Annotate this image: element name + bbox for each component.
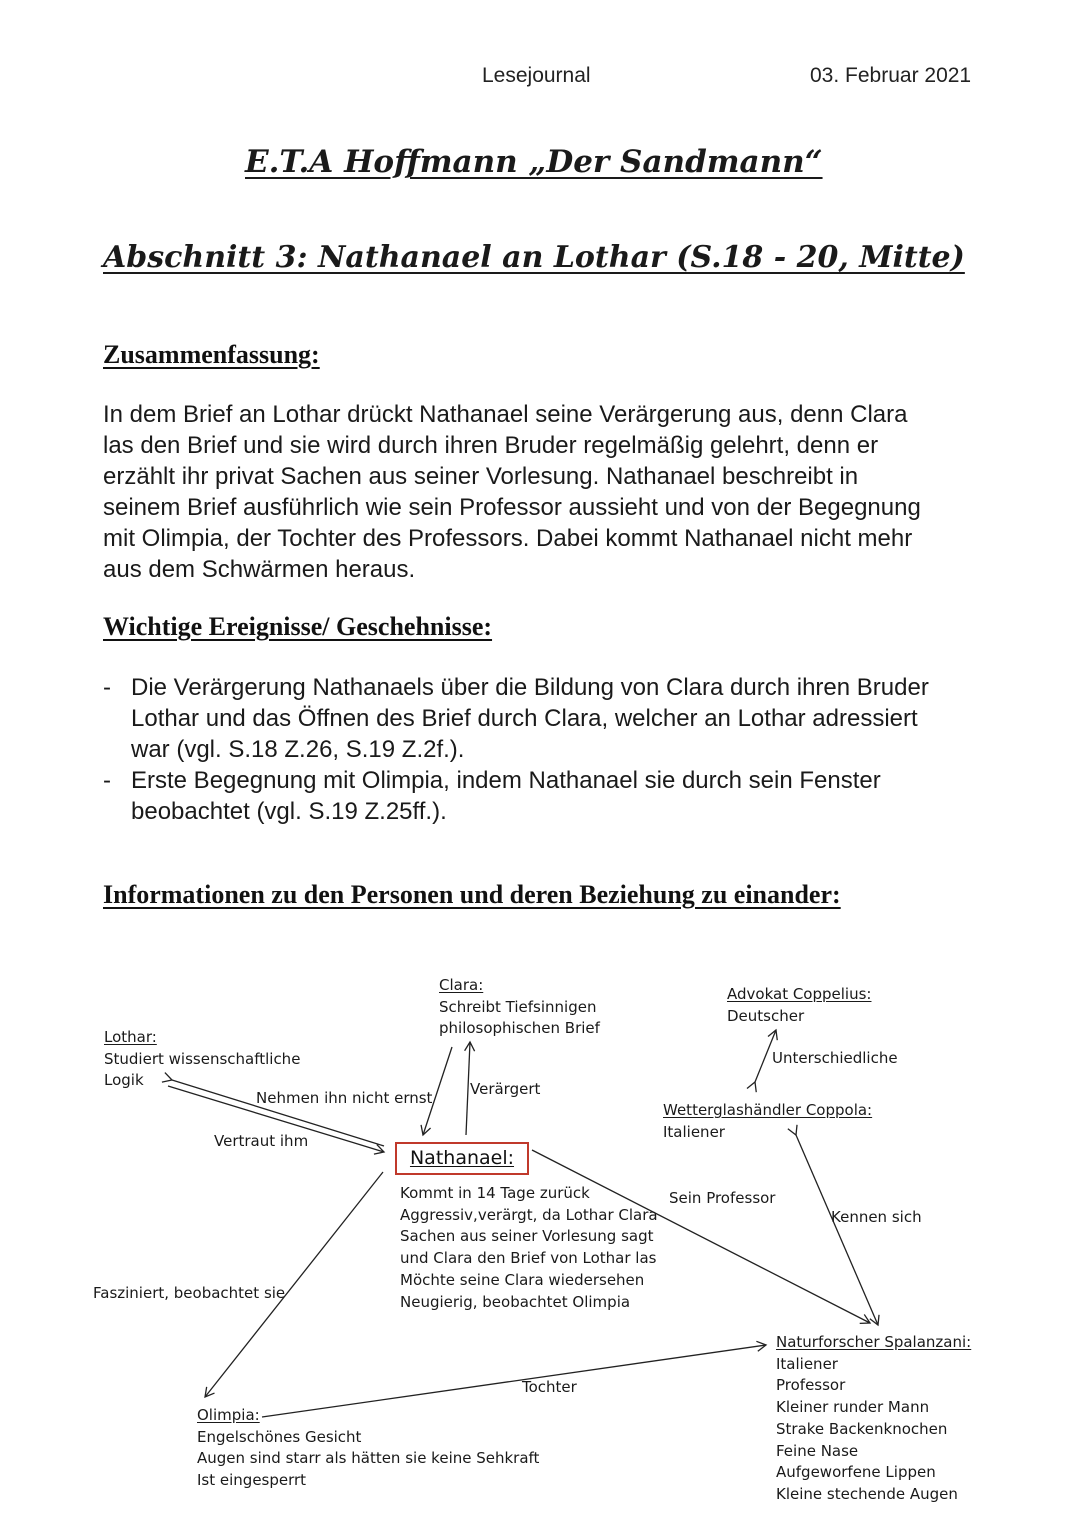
node-nathanael-box bbox=[395, 1142, 529, 1175]
header-subject: Lesejournal bbox=[482, 64, 591, 87]
list-item: - Erste Begegnung mit Olimpia, indem Nathanael sie durch sein Fenster beobachtet (vgl. S.19 Z.25ff.). bbox=[103, 765, 1023, 827]
node-coppelius: Advokat Coppelius: Deutscher bbox=[727, 985, 872, 1025]
node-name: Olimpia: bbox=[197, 1406, 260, 1424]
events-heading: Wichtige Ereignisse/ Geschehnisse: bbox=[103, 612, 493, 641]
summary-line: las den Brief und sie wird durch ihren Bruder regelmäßig gelehrt, denn er bbox=[103, 432, 879, 459]
relation-label-tochter: Tochter bbox=[522, 1378, 577, 1396]
node-name: Wetterglashändler Coppola: bbox=[663, 1101, 873, 1119]
node-spalanzani: Naturforscher Spalanzani: Italiener Professor Kleiner runder Mann Strake Backenknochen Feine Nase Aufgeworfene Lippen Kleine stechende Augen bbox=[776, 1333, 972, 1503]
summary-line: mit Olimpia, der Tochter des Professors. Dabei kommt Nathanael nicht mehr bbox=[103, 525, 913, 552]
relation-label-nehmen: Nehmen ihn nicht ernst bbox=[256, 1089, 433, 1107]
node-name: Naturforscher Spalanzani: bbox=[776, 1333, 972, 1351]
coppola-spalanzani-line bbox=[796, 1135, 878, 1325]
relation-label-veraergert: Verärgert bbox=[470, 1080, 541, 1098]
node-name: Advokat Coppelius: bbox=[727, 985, 872, 1003]
events-list bbox=[103, 672, 1023, 827]
node-olimpia: Olimpia: Engelschönes Gesicht Augen sind starr als hätten sie keine Sehkraft Ist eingesperrt bbox=[197, 1406, 540, 1490]
node-nathanael: Kommt in 14 Tage zurück Aggressiv,verärgt, da Lothar Clara Sachen aus seiner Vorlesung sagt und Clara den Brief von Lothar las Möchte seine Clara wiedersehen Neugierig, beobachtet Olimpia bbox=[400, 1184, 658, 1311]
node-clara: Clara: Schreibt Tiefsinnigen philosophischen Brief bbox=[439, 976, 600, 1038]
summary-line: aus dem Schwärmen heraus. bbox=[103, 556, 416, 583]
relation-label-professor: Sein Professor bbox=[669, 1189, 776, 1207]
node-coppola: Wetterglashändler Coppola: Italiener bbox=[663, 1101, 873, 1141]
node-lothar: Lothar: Studiert wissenschaftliche Logik bbox=[104, 1028, 301, 1090]
persons-heading: Informationen zu den Personen und deren Beziehung zu einander: bbox=[103, 880, 841, 909]
node-name: Clara: bbox=[439, 976, 484, 994]
summary-line: In dem Brief an Lothar drückt Nathanael seine Verärgerung aus, denn Clara bbox=[103, 401, 908, 428]
summary-heading: Zusammenfassung: bbox=[103, 340, 320, 369]
list-item: - Die Verärgerung Nathanaels über die Bildung von Clara durch ihren Bruder Lothar und das Öffnen des Brief durch Clara, welcher an Lothar adressiert war (vgl. S.18 Z.26, S.19 Z.2f.). bbox=[103, 672, 1023, 765]
relation-label-vertraut: Vertraut ihm bbox=[214, 1132, 309, 1150]
summary-line: erzählt ihr privat Sachen aus seiner Vorlesung. Nathanael beschreibt in bbox=[103, 463, 859, 490]
node-name: Lothar: bbox=[104, 1028, 157, 1046]
node-name: Nathanael: bbox=[409, 1147, 515, 1169]
relation-label-fasziniert: Fasziniert, beobachtet sie bbox=[93, 1284, 286, 1302]
summary-line: seinem Brief ausführlich wie sein Professor aussieht und von der Begegnung bbox=[103, 494, 921, 521]
page-title: E.T.A Hoffmann „Der Sandmann“ bbox=[245, 144, 823, 180]
section-subtitle: Abschnitt 3: Nathanael an Lothar (S.18 - 20, Mitte) bbox=[103, 240, 965, 275]
relation-label-kennen: Kennen sich bbox=[831, 1208, 922, 1226]
summary-text bbox=[103, 399, 1003, 585]
header-date: 03. Februar 2021 bbox=[810, 64, 972, 87]
relation-label-unterschiedliche: Unterschiedliche bbox=[772, 1049, 898, 1067]
